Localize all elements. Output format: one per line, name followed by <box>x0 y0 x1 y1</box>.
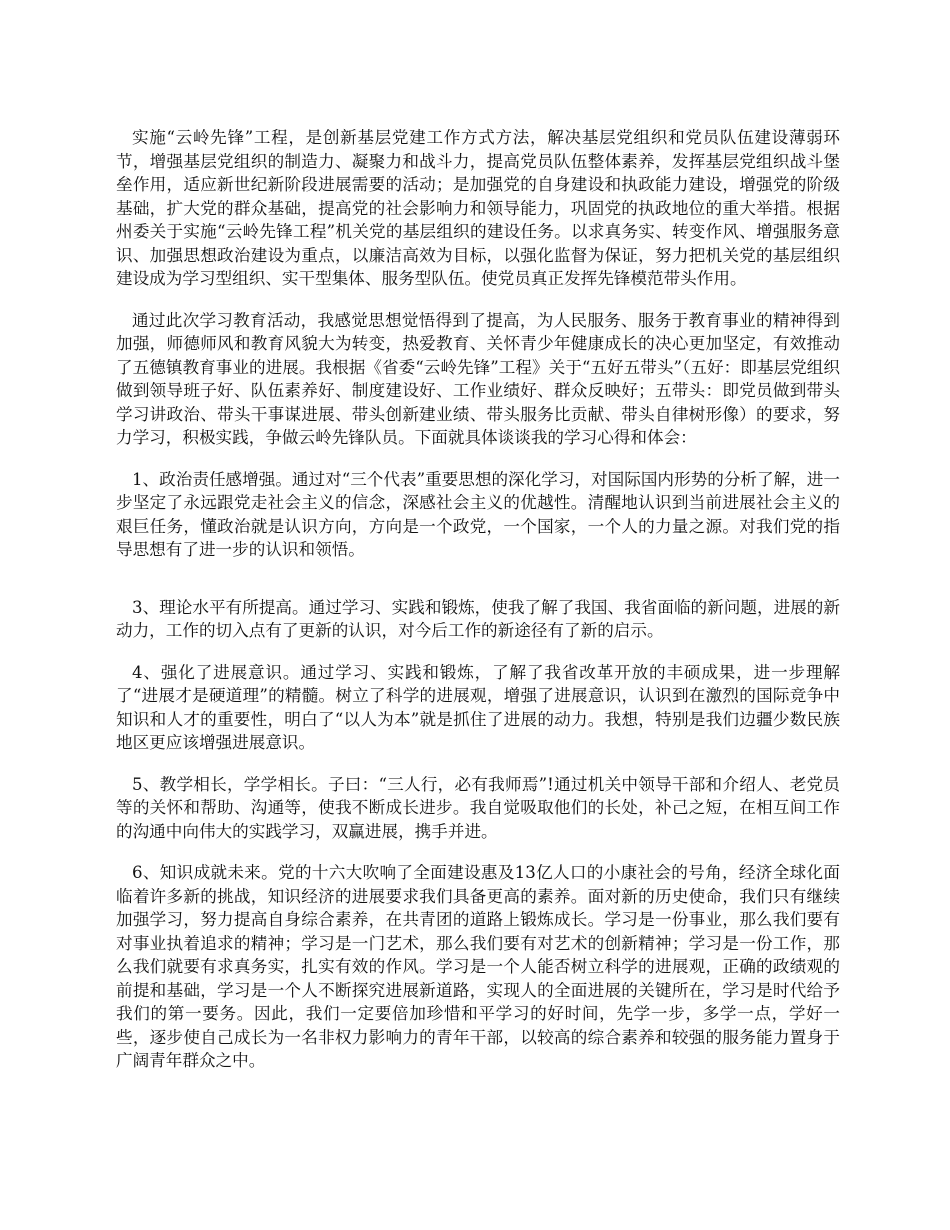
document-body <box>116 126 840 1091</box>
paragraph-point-6: 6、知识成就未来。党的十六大吹响了全面建设惠及13亿人口的小康社会的号角，经济全球化面临着许多新的挑战，知识经济的进展要求我们具备更高的素养。面对新的历史使命，我们只有继续加强学习，努力提高自身综合素养，在共青团的道路上锻炼成长。学习是一份事业，那么我们要有对事业执着追求的精神；学习是一门艺术，那么我们要有对艺术的创新精神；学习是一份工作，那么我们就要有求真务实，扎实有效的作风。学习是一个人能否树立科学的进展观，正确的政绩观的前提和基础，学习是一个人不断探究进展新道路，实现人的全面进展的关键所在，学习是时代给予我们的第一要务。因此，我们一定要倍加珍惜和平学习的好时间，先学一步，多学一点，学好一些，逐步使自己成长为一名非权力影响力的青年干部，以较高的综合素养和较强的服务能力置身于广阔青年群众之中。 <box>116 863 840 1070</box>
paragraph-point-5: 5、教学相长，学学相长。子曰：“三人行，必有我师焉”!通过机关中领导干部和介绍人、老党员等的关怀和帮助、沟通等，使我不断成长进步。我自觉吸取他们的长处，补己之短，在相互间工作的沟通中向伟大的实践学习，双赢进展，携手并进。 <box>116 774 840 841</box>
paragraph-study-activity: 通过此次学习教育活动，我感觉思想觉悟得到了提高，为人民服务、服务于教育事业的精神得到加强，师德师风和教育风貌大为转变，热爱教育、关怀青少年健康成长的决心更加坚定，有效推动了五德镇教育事业的进展。我根据《省委“云岭先锋”工程》关于“五好五带头”（五好：即基层党组织做到领导班子好、队伍素养好、制度建设好、工作业绩好、群众反映好；五带头：即党员做到带头学习讲政治、带头干事谋进展、带头创新建业绩、带头服务比贡献、带头自律树形像）的要求，努力学习，积极实践，争做云岭先锋队员。下面就具体谈谈我的学习心得和体会： <box>116 310 840 447</box>
paragraph-point-3: 3、理论水平有所提高。通过学习、实践和锻炼，使我了解了我国、我省面临的新问题，进展的新动力，工作的切入点有了更新的认识，对今后工作的新途径有了新的启示。 <box>116 597 840 640</box>
paragraph-intro: 实施“云岭先锋”工程，是创新基层党建工作方式方法，解决基层党组织和党员队伍建设薄弱环节，增强基层党组织的制造力、凝聚力和战斗力，提高党员队伍整体素养，发挥基层党组织战斗堡垒作用，适应新世纪新阶段进展需要的活动；是加强党的自身建设和执政能力建设，增强党的阶级基础，扩大党的群众基础，提高党的社会影响力和领导能力，巩固党的执政地位的重大举措。根据州委关于实施“云岭先锋工程”机关党的基层组织的建设任务。以求真务实、转变作风、增强服务意识、加强思想政治建设为重点，以廉洁高效为目标，以强化监督为保证，努力把机关党的基层组织建设成为学习型组织、实干型集体、服务型队伍。使党员真正发挥先锋模范带头作用。 <box>116 128 840 288</box>
paragraph-point-4: 4、强化了进展意识。通过学习、实践和锻炼，了解了我省改革开放的丰硕成果，进一步理解了“进展才是硬道理”的精髓。树立了科学的进展观，增强了进展意识，认识到在激烈的国际竞争中知识和人才的重要性，明白了“以人为本”就是抓住了进展的动力。我想，特别是我们边疆少数民族地区更应该增强进展意识。 <box>116 662 840 752</box>
paragraph-point-1: 1、政治责任感增强。通过对“三个代表”重要思想的深化学习，对国际国内形势的分析了解，进一步坚定了永远跟党走社会主义的信念，深感社会主义的优越性。清醒地认识到当前进展社会主义的艰巨任务，懂政治就是认识方向，方向是一个政党，一个国家，一个人的力量之源。对我们党的指导思想有了进一步的认识和领悟。 <box>116 469 840 559</box>
